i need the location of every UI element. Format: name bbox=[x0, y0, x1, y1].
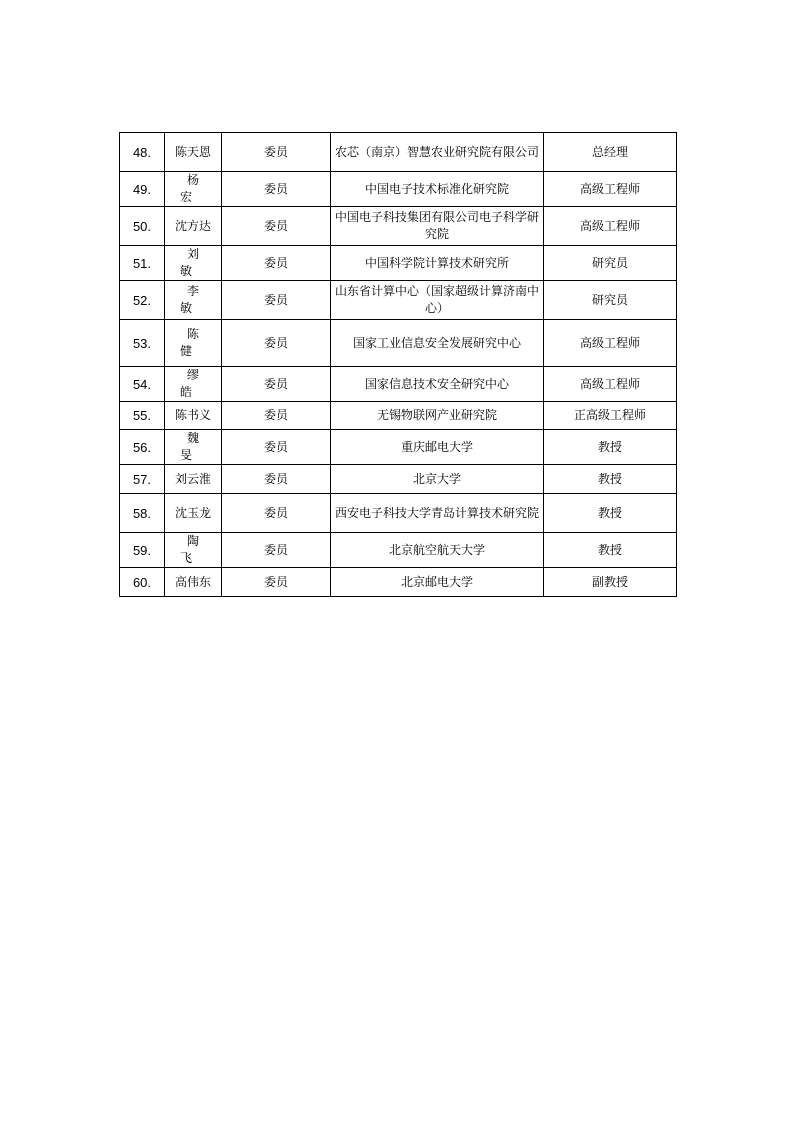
member-organization: 北京大学 bbox=[331, 465, 544, 494]
member-role: 委员 bbox=[222, 465, 331, 494]
row-number: 52. bbox=[120, 281, 165, 320]
member-role: 委员 bbox=[222, 281, 331, 320]
row-number: 60. bbox=[120, 568, 165, 597]
member-role: 委员 bbox=[222, 246, 331, 281]
member-title: 教授 bbox=[544, 465, 677, 494]
member-name: 缪皓 bbox=[165, 367, 222, 402]
row-number: 59. bbox=[120, 533, 165, 568]
member-name: 高伟东 bbox=[165, 568, 222, 597]
member-name: 刘敏 bbox=[165, 246, 222, 281]
row-number: 58. bbox=[120, 494, 165, 533]
table-row bbox=[120, 367, 677, 402]
table-row bbox=[120, 465, 677, 494]
member-organization: 农芯（南京）智慧农业研究院有限公司 bbox=[331, 133, 544, 172]
row-number: 51. bbox=[120, 246, 165, 281]
member-organization: 无锡物联网产业研究院 bbox=[331, 402, 544, 430]
member-name: 刘云淮 bbox=[165, 465, 222, 494]
member-title: 教授 bbox=[544, 430, 677, 465]
member-title: 高级工程师 bbox=[544, 207, 677, 246]
member-organization: 山东省计算中心（国家超级计算济南中心） bbox=[331, 281, 544, 320]
row-number: 48. bbox=[120, 133, 165, 172]
table-row bbox=[120, 207, 677, 246]
member-title: 教授 bbox=[544, 533, 677, 568]
member-role: 委员 bbox=[222, 430, 331, 465]
member-organization: 北京邮电大学 bbox=[331, 568, 544, 597]
table-row bbox=[120, 533, 677, 568]
row-number: 54. bbox=[120, 367, 165, 402]
member-name: 陈健 bbox=[165, 320, 222, 367]
row-number: 56. bbox=[120, 430, 165, 465]
member-name: 沈方达 bbox=[165, 207, 222, 246]
members-table bbox=[119, 132, 677, 597]
member-organization: 西安电子科技大学青岛计算技术研究院 bbox=[331, 494, 544, 533]
member-role: 委员 bbox=[222, 494, 331, 533]
row-number: 53. bbox=[120, 320, 165, 367]
table-row bbox=[120, 494, 677, 533]
member-name: 李敏 bbox=[165, 281, 222, 320]
row-number: 50. bbox=[120, 207, 165, 246]
member-role: 委员 bbox=[222, 133, 331, 172]
member-role: 委员 bbox=[222, 320, 331, 367]
member-organization: 中国电子技术标准化研究院 bbox=[331, 172, 544, 207]
member-organization: 北京航空航天大学 bbox=[331, 533, 544, 568]
member-role: 委员 bbox=[222, 402, 331, 430]
table-row bbox=[120, 568, 677, 597]
member-title: 总经理 bbox=[544, 133, 677, 172]
table-row bbox=[120, 133, 677, 172]
member-title: 研究员 bbox=[544, 281, 677, 320]
member-organization: 中国电子科技集团有限公司电子科学研究院 bbox=[331, 207, 544, 246]
member-name: 魏旻 bbox=[165, 430, 222, 465]
member-title: 高级工程师 bbox=[544, 320, 677, 367]
member-name: 陶飞 bbox=[165, 533, 222, 568]
member-name: 陈天恩 bbox=[165, 133, 222, 172]
table-row bbox=[120, 281, 677, 320]
member-title: 高级工程师 bbox=[544, 367, 677, 402]
table-row bbox=[120, 246, 677, 281]
member-organization: 重庆邮电大学 bbox=[331, 430, 544, 465]
member-role: 委员 bbox=[222, 568, 331, 597]
row-number: 57. bbox=[120, 465, 165, 494]
member-title: 研究员 bbox=[544, 246, 677, 281]
member-name: 杨宏 bbox=[165, 172, 222, 207]
member-organization: 国家工业信息安全发展研究中心 bbox=[331, 320, 544, 367]
member-title: 正高级工程师 bbox=[544, 402, 677, 430]
row-number: 55. bbox=[120, 402, 165, 430]
member-title: 副教授 bbox=[544, 568, 677, 597]
member-role: 委员 bbox=[222, 172, 331, 207]
member-role: 委员 bbox=[222, 533, 331, 568]
table-row bbox=[120, 172, 677, 207]
table-row bbox=[120, 402, 677, 430]
member-name: 沈玉龙 bbox=[165, 494, 222, 533]
member-role: 委员 bbox=[222, 207, 331, 246]
table-row bbox=[120, 430, 677, 465]
member-title: 教授 bbox=[544, 494, 677, 533]
row-number: 49. bbox=[120, 172, 165, 207]
member-organization: 中国科学院计算技术研究所 bbox=[331, 246, 544, 281]
member-name: 陈书义 bbox=[165, 402, 222, 430]
member-organization: 国家信息技术安全研究中心 bbox=[331, 367, 544, 402]
member-role: 委员 bbox=[222, 367, 331, 402]
member-title: 高级工程师 bbox=[544, 172, 677, 207]
table-row bbox=[120, 320, 677, 367]
